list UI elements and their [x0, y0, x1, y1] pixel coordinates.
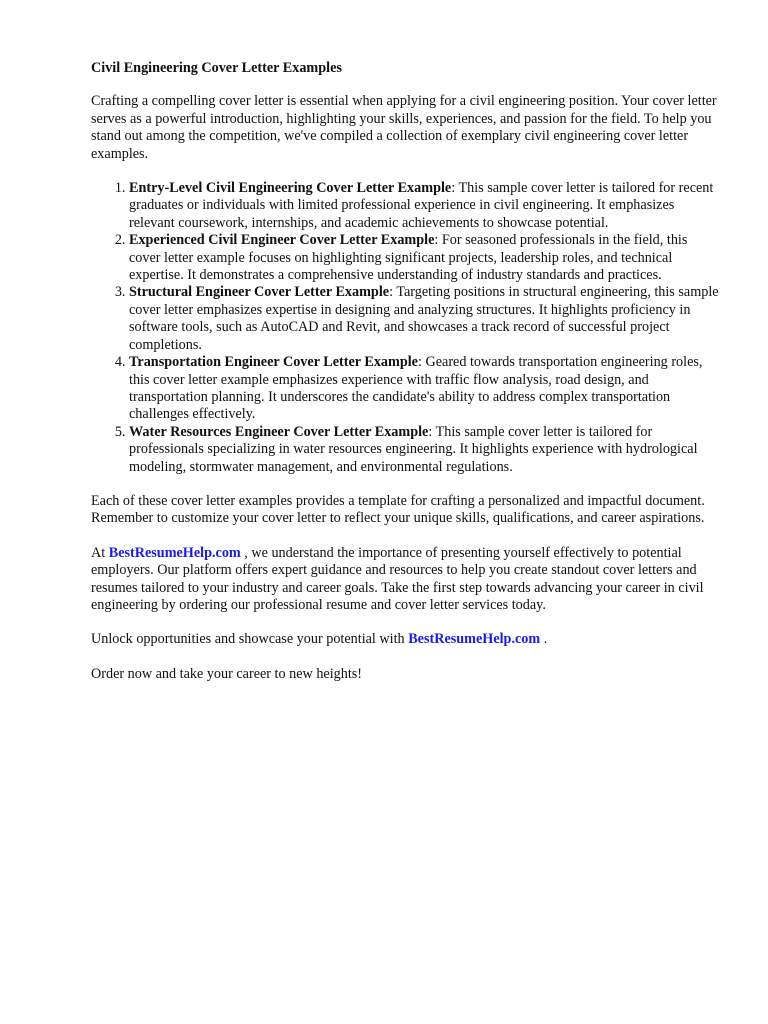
bestresumehelp-link[interactable]: BestResumeHelp.com	[408, 631, 541, 648]
example-separator: :	[428, 423, 433, 440]
closing-paragraph: Order now and take your career to new heights!	[91, 665, 363, 682]
example-title: Water Resources Engineer Cover Letter Example	[129, 423, 429, 440]
list-item	[129, 354, 721, 424]
bestresumehelp-link[interactable]: BestResumeHelp.com	[108, 544, 241, 561]
example-description: This sample cover letter is tailored for professionals specializing in water resources engineering. It highlights experience with hydrological modeling, stormwater management, and environmental regulations.	[129, 423, 698, 475]
example-description: Geared towards transportation engineering roles, this cover letter example emphasizes experience with traffic flow analysis, road design, and transportation planning. It underscores the candidate's ability to address complex transportation challenges effectively.	[129, 354, 703, 423]
example-separator: :	[434, 232, 439, 249]
example-description: Targeting positions in structural engineering, this sample cover letter emphasizes expertise in designing and analyzing structures. It highlights proficiency in software tools, such as AutoCAD and Revit, and showcases a track record of successful project completions.	[129, 284, 719, 353]
unlock-prefix: Unlock opportunities and showcase your potential with	[91, 631, 409, 648]
promo-prefix: At	[91, 544, 109, 561]
example-description: For seasoned professionals in the field, this cover letter example focuses on highlighting significant projects, leadership roles, and technical expertise. It demonstrates a comprehensive understanding of industry standards and practices.	[129, 232, 688, 284]
example-title: Experienced Civil Engineer Cover Letter Example	[129, 232, 435, 249]
promo-suffix: , we understand the importance of presenting yourself effectively to potential employers. Our platform offers expert guidance and resources to help you create standout cover letters and resumes tailored to your industry and career goals. Take the first step towards advancing your career in civil engineering by ordering our professional resume and cover letter services today.	[91, 544, 704, 613]
example-title: Transportation Engineer Cover Letter Example	[129, 354, 418, 371]
example-separator: :	[451, 180, 456, 197]
example-title: Entry-Level Civil Engineering Cover Letter Example	[129, 180, 452, 197]
example-separator: :	[389, 284, 394, 301]
summary-paragraph: Each of these cover letter examples provides a template for crafting a personalized and impactful document. Remember to customize your cover letter to reflect your unique skills, qualifications, and career aspirations.	[91, 492, 705, 527]
unlock-suffix: .	[540, 631, 548, 648]
unlock-paragraph	[91, 631, 721, 648]
intro-paragraph: Crafting a compelling cover letter is essential when applying for a civil engineering position. Your cover letter serves as a powerful introduction, highlighting your skills, experiences, and passion for the field. To help you stand out among the competition, we've compiled a collection of exemplary civil engineering cover letter examples.	[91, 93, 717, 162]
example-description: This sample cover letter is tailored for recent graduates or individuals with limited professional experience in civil engineering. It emphasizes relevant coursework, internships, and academic achievements to showcase potential.	[129, 180, 714, 231]
document-page	[91, 60, 721, 700]
list-item	[129, 180, 721, 232]
example-separator: :	[417, 354, 422, 371]
list-item	[129, 232, 721, 284]
promo-paragraph	[91, 545, 721, 615]
example-title: Structural Engineer Cover Letter Example	[129, 284, 390, 301]
list-item	[129, 284, 721, 354]
document-title: Civil Engineering Cover Letter Examples	[91, 60, 342, 76]
examples-list	[91, 180, 721, 476]
list-item	[129, 424, 721, 476]
